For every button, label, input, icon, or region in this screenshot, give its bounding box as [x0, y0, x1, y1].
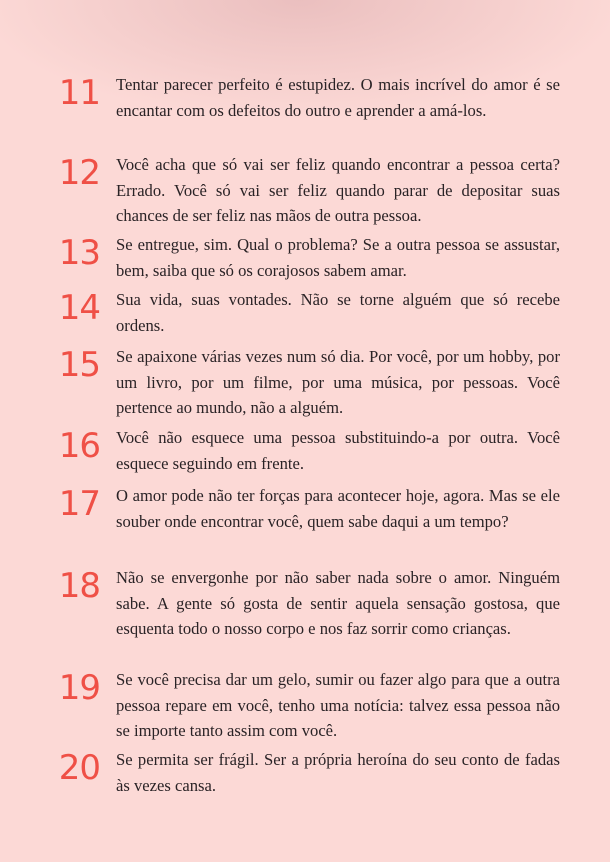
item-text: Não se envergonhe por não saber nada sobre o amor. Ninguém sabe. A gente só gosta de sentir aquela sensação gostosa, que esquenta todo o nosso corpo e nos faz sorrir como crianças. — [116, 568, 560, 638]
item-text: Se você precisa dar um gelo, sumir ou fazer algo para que a outra pessoa repare em você, tenho uma notícia: talvez essa pessoa não se importe tanto assim com você. — [116, 670, 560, 740]
item-number: 20 — [58, 748, 100, 788]
item-number: 14 — [58, 288, 100, 328]
item-number: 18 — [58, 566, 100, 606]
item-number: 12 — [58, 153, 100, 193]
item-text: Tentar parecer perfeito é estupidez. O mais incrível do amor é se encantar com os defeitos do outro e aprender a amá-los. — [116, 75, 560, 120]
item-number: 13 — [58, 233, 100, 273]
item-number: 11 — [58, 73, 100, 113]
item-number: 19 — [58, 668, 100, 708]
item-text: Se apaixone várias vezes num só dia. Por você, por um hobby, por um livro, por um filme, por uma música, por pessoas. Você pertence ao mundo, não a alguém. — [116, 347, 560, 417]
item-text: Se entregue, sim. Qual o problema? Se a outra pessoa se assustar, bem, saiba que só os corajosos sabem amar. — [116, 235, 560, 280]
item-text: Você acha que só vai ser feliz quando encontrar a pessoa certa? Errado. Você só vai ser feliz quando parar de depositar suas chances de ser feliz nas mãos de outra pessoa. — [116, 155, 560, 225]
item-text: Você não esquece uma pessoa substituindo-a por outra. Você esquece seguindo em frente. — [116, 428, 560, 473]
item-number: 16 — [58, 426, 100, 466]
item-number: 15 — [58, 345, 100, 385]
item-text: Sua vida, suas vontades. Não se torne alguém que só recebe ordens. — [116, 290, 560, 335]
item-number: 17 — [58, 484, 100, 524]
item-text: Se permita ser frágil. Ser a própria heroína do seu conto de fadas às vezes cansa. — [116, 750, 560, 795]
item-text: O amor pode não ter forças para acontecer hoje, agora. Mas se ele souber onde encontrar você, quem sabe daqui a um tempo? — [116, 486, 560, 531]
